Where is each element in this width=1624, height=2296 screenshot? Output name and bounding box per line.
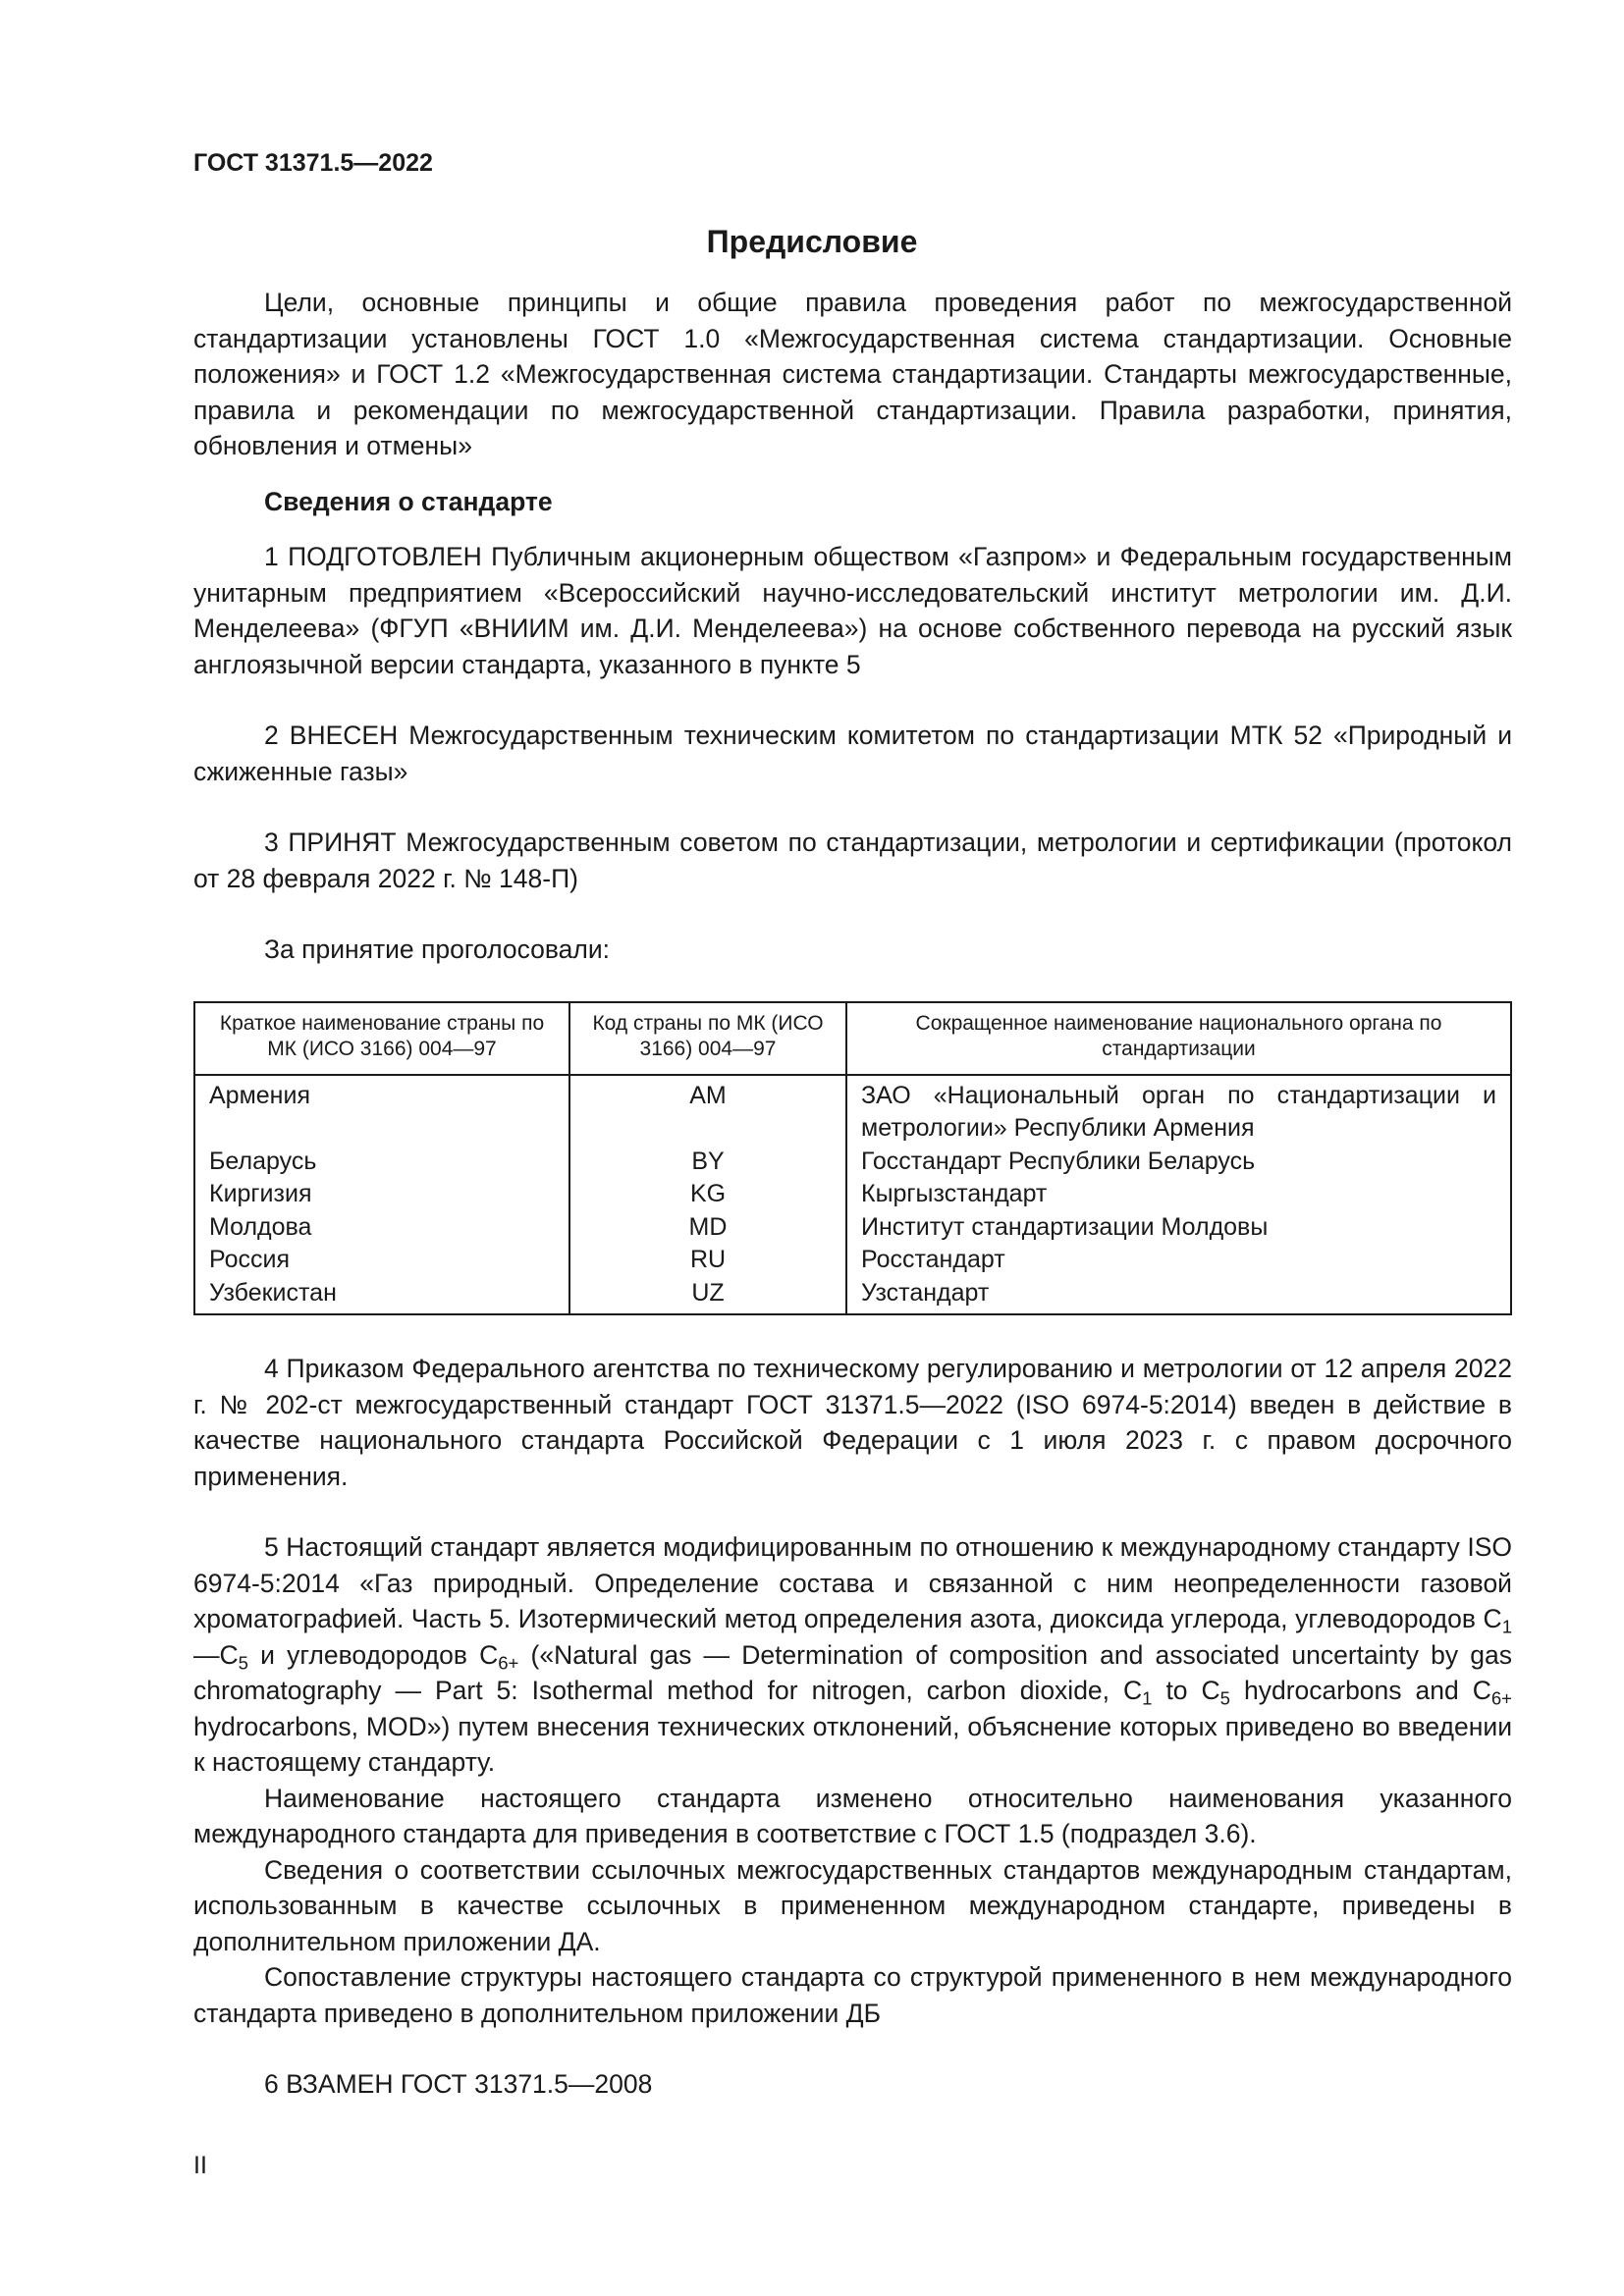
standards-body-cell: Узстандарт (846, 1277, 1511, 1315)
table-header-row (194, 1002, 1511, 1075)
item-4-paragraph: 4 Приказом Федерального агентства по техническому регулированию и метрологии от 12 апреля 2022 г. № 202-ст межгосударственный стандарт ГОСТ 31371.5—2022 (ISO 6974-5:2014) введен в действие в качестве национального стандарта Российской Федерации с 1 июля 2023 г. с правом досрочного применения. (193, 1354, 1512, 1491)
header-standards-body: Сокращенное наименование национального органа по стандартизации (846, 1002, 1511, 1075)
table-row (194, 1211, 1511, 1245)
item-6-paragraph: 6 ВЗАМЕН ГОСТ 31371.5—2008 (264, 2069, 653, 2099)
foreword-body (193, 285, 1512, 2103)
standards-body-cell: Институт стандартизации Молдовы (846, 1211, 1511, 1245)
country-cell: Россия (194, 1244, 569, 1277)
item-5-paragraph: 5 Настоящий стандарт является модифицированным по отношению к международному стандарту ISO 6974-5:2014 «Газ природный. Определение состава и связанной с ним неопределенности газовой хроматографией. Часть 5. Изотермический метод определения азота, диоксида углерода, углеводородов $C_1—C_5$ и углеводородов $C_{6+}$ («Natural gas — Determination of composition and associated uncertainty by gas chromatography — Part 5: Isothermal method for nitrogen, carbon dioxide, $C_1$ to $C_5$ hydrocarbons and $C_{6+}$ hydrocarbons, MOD») путем внесения технических отклонений, объяснение которых приведено во введении к настоящему стандарту. (193, 1532, 1513, 1777)
header-country: Краткое наименование страны по МК (ИСО 3166) 004—97 (194, 1002, 569, 1075)
intro-paragraph: Цели, основные принципы и общие правила проведения работ по межгосударственной стандартизации установлены ГОСТ 1.0 «Межгосударственная система стандартизации. Основные положения» и ГОСТ 1.2 «Межгосударственная система стандартизации. Стандарты межгосударственные, правила и рекомендации по межгосударственной стандартизации. Правила разработки, принятия, обновления и отмены» (193, 288, 1512, 460)
section-heading: Сведения о стандарте (264, 486, 553, 516)
country-cell: Узбекистан (194, 1277, 569, 1315)
item-2-paragraph: 2 ВНЕСЕН Межгосударственным техническим комитетом по стандартизации МТК 52 «Природный и сжиженные газы» (193, 721, 1512, 786)
country-cell: Беларусь (194, 1146, 569, 1179)
item-3-paragraph: 3 ПРИНЯТ Межгосударственным советом по стандартизации, метрологии и сертификации (протокол от 28 февраля 2022 г. № 148-П) (193, 828, 1512, 893)
table-row (194, 1075, 1511, 1146)
code-cell: UZ (569, 1277, 846, 1315)
item-1-paragraph: 1 ПОДГОТОВЛЕН Публичным акционерным обществом «Газпром» и Федеральным государственным унитарным предприятием «Всероссийский научно-исследовательский институт метрологии им. Д.И. Менделеева» (ФГУП «ВНИИМ им. Д.И. Менделеева») на основе собственного перевода на русский язык англоязычной версии стандарта, указанного в пункте 5 (193, 542, 1512, 679)
code-cell: RU (569, 1244, 846, 1277)
standards-body-cell: Росстандарт (846, 1244, 1511, 1277)
table-row (194, 1178, 1511, 1211)
code-cell: MD (569, 1211, 846, 1245)
page-title: Предисловие (706, 224, 918, 259)
country-cell: Киргизия (194, 1178, 569, 1211)
country-cell: Молдова (194, 1211, 569, 1245)
standards-body-cell: Госстандарт Республики Беларусь (846, 1146, 1511, 1179)
table-row (194, 1146, 1511, 1179)
page-number: II (193, 2152, 207, 2179)
item-5-structure-paragraph: Сопоставление структуры настоящего стандарта со структурой примененного в нем международного стандарта приведено в дополнительном приложении ДБ (193, 1962, 1512, 2028)
code-cell: AM (569, 1075, 846, 1146)
table-row (194, 1244, 1511, 1277)
standards-body-cell: Кыргызстандарт (846, 1178, 1511, 1211)
table-row (194, 1277, 1511, 1315)
voted-label: За принятие проголосовали: (264, 934, 611, 964)
standards-body-cell: ЗАО «Национальный орган по стандартизации и метрологии» Республики Армения (846, 1075, 1511, 1146)
voting-table (193, 1001, 1512, 1316)
item-5-references-paragraph: Сведения о соответствии ссылочных межгосударственных стандартов международным стандартам, использованным в качестве ссылочных в примененном международном стандарте, приведены в дополнительном приложении ДА. (193, 1854, 1512, 1956)
code-cell: BY (569, 1146, 846, 1179)
document-code-header: ГОСТ 31371.5—2022 (193, 149, 433, 177)
item-5-title-change-paragraph: Наименование настоящего стандарта изменено относительно наименования указанного международного стандарта для приведения в соответствие с ГОСТ 1.5 (подраздел 3.6). (193, 1783, 1512, 1848)
country-cell: Армения (194, 1075, 569, 1146)
header-code: Код страны по МК (ИСО 3166) 004—97 (569, 1002, 846, 1075)
code-cell: KG (569, 1178, 846, 1211)
